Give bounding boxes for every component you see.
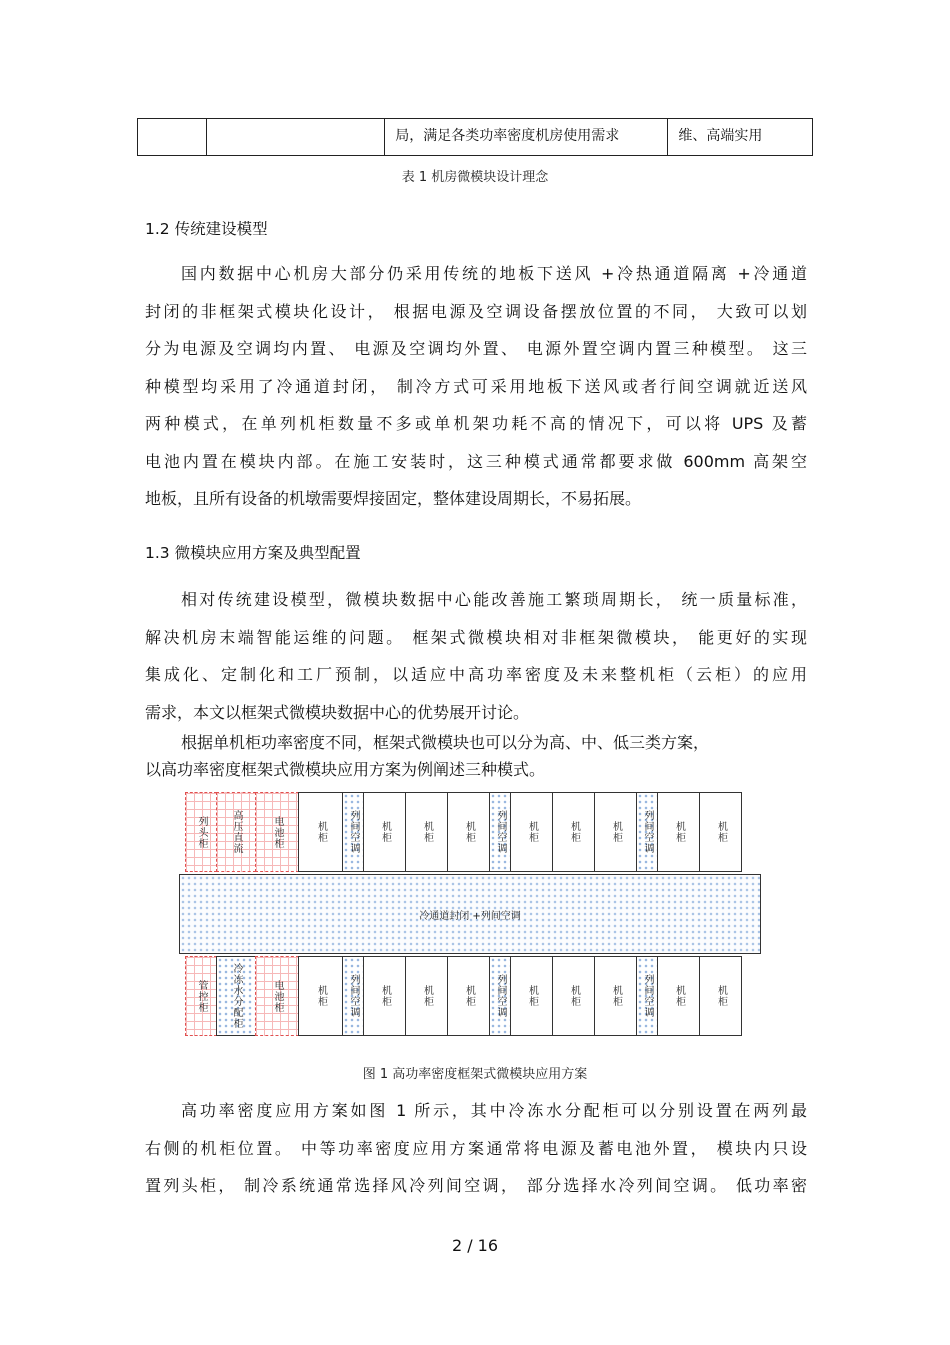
- text-line: 种模型均采用了冷通道封闭， 制冷方式可采用地板下送风或者行间空调就近送风: [145, 376, 807, 396]
- cabinet: [185, 792, 217, 872]
- cabinet-label: 冷冻水分配柜: [231, 963, 242, 1029]
- cabinet: [405, 956, 448, 1036]
- cabinet-label: 管控柜: [196, 979, 207, 1013]
- cabinet: [510, 792, 553, 872]
- cabinet-label: 机柜: [715, 985, 727, 1007]
- cabinet: [342, 792, 364, 872]
- cabinet: [216, 956, 256, 1036]
- cabinet-label: 列间空调: [642, 810, 653, 854]
- text-line: 高功率密度应用方案如图 1 所示，其中冷冻水分配柜可以分别设置在两列最: [181, 1101, 807, 1120]
- cabinet: [699, 956, 742, 1036]
- table-cell: 局，满足各类功率密度机房使用需求: [385, 119, 668, 155]
- table-cell: [138, 119, 207, 155]
- cabinet-label: 列间空调: [495, 810, 506, 854]
- cabinet-label: 机柜: [463, 985, 475, 1007]
- cabinet-label: 机柜: [379, 985, 391, 1007]
- cabinet: [489, 792, 511, 872]
- text-line: 以高功率密度框架式微模块应用方案为例阐述三种模式。: [145, 760, 546, 779]
- text-line: 置列头柜， 制冷系统通常选择风冷列间空调， 部分选择水冷列间空调。 低功率密: [145, 1176, 807, 1195]
- text-line: 需求，本文以框架式微模块数据中心的优势展开讨论。: [145, 702, 530, 722]
- cabinet-label: 高压直流: [231, 810, 242, 854]
- cabinet-label: 机柜: [526, 985, 538, 1007]
- table-cell: [207, 119, 385, 155]
- cabinet-label: 机柜: [568, 985, 580, 1007]
- cabinet-label: 机柜: [715, 821, 727, 843]
- text-line: 地板，且所有设备的机墩需要焊接固定，整体建设周期长，不易拓展。: [145, 489, 642, 508]
- cabinet: [489, 956, 511, 1036]
- cabinet: [594, 956, 637, 1036]
- paragraph-1-3-b: [145, 729, 807, 783]
- cabinet-label: 机柜: [673, 821, 685, 843]
- section-heading-1-3: 1.3 微模块应用方案及典型配置: [145, 544, 361, 562]
- cabinet-label: 机柜: [315, 821, 327, 843]
- cabinet: [298, 956, 343, 1036]
- text-line: 电池内置在模块内部。在施工安装时，这三种模式通常都要求做 600mm 高架空: [145, 451, 807, 471]
- cabinet-label: 机柜: [610, 821, 622, 843]
- text-line: 右侧的机柜位置。 中等功率密度应用方案通常将电源及蓄电池外置， 模块内只设: [145, 1138, 807, 1158]
- cabinet: [216, 792, 256, 872]
- text-line: 解决机房末端智能运维的问题。 框架式微模块相对非框架微模块， 能更好的实现: [145, 627, 807, 647]
- cabinet-label: 机柜: [673, 985, 685, 1007]
- section-heading-1-2: 1.2 传统建设模型: [145, 220, 268, 238]
- cabinet-row-bottom: [185, 956, 755, 1036]
- paragraph-1-2: [145, 255, 807, 518]
- text-line: 相对传统建设模型，微模块数据中心能改善施工繁琐周期长， 统一质量标准，: [181, 590, 807, 609]
- cabinet: [636, 956, 658, 1036]
- cabinet-label: 列间空调: [495, 974, 506, 1018]
- text-line: 两种模式，在单列机柜数量不多或单机架功耗不高的情况下，可以将 UPS 及蓄: [145, 414, 807, 433]
- cabinet: [298, 792, 343, 872]
- text-line: 集成化、定制化和工厂预制，以适应中高功率密度及未来整机柜（云柜）的应用: [145, 665, 807, 684]
- cabinet: [552, 956, 595, 1036]
- cabinet: [594, 792, 637, 872]
- cabinet-label: 机柜: [421, 821, 433, 843]
- text-line: 国内数据中心机房大部分仍采用传统的地板下送风 +冷热通道隔离 +冷通道: [181, 264, 807, 283]
- cabinet: [342, 956, 364, 1036]
- cabinet: [185, 956, 217, 1036]
- cabinet: [255, 792, 299, 872]
- cabinet: [255, 956, 299, 1036]
- design-concept-table-fragment: [137, 118, 813, 156]
- cabinet-label: 机柜: [315, 985, 327, 1007]
- cabinet: [657, 956, 700, 1036]
- cabinet-label: 列间空调: [348, 810, 359, 854]
- paragraph-1-3-a: [145, 581, 807, 731]
- cabinet: [510, 956, 553, 1036]
- cabinet-row-top: [185, 792, 755, 872]
- corridor-label: 冷通道封闭 +列间空调: [419, 910, 521, 922]
- cabinet-label: 机柜: [568, 821, 580, 843]
- cabinet-label: 机柜: [379, 821, 391, 843]
- cabinet-label: 机柜: [421, 985, 433, 1007]
- cabinet: [363, 956, 406, 1036]
- page-number: 2 / 16: [451, 1236, 499, 1255]
- cabinet-label: 机柜: [463, 821, 475, 843]
- text-line: 封闭的非框架式模块化设计， 根据电源及空调设备摆放位置的不同， 大致可以划: [145, 301, 807, 321]
- cabinet-label: 列头柜: [196, 815, 207, 849]
- cabinet: [447, 956, 490, 1036]
- figure-caption: 图 1 高功率密度框架式微模块应用方案: [362, 1067, 588, 1082]
- cabinet-label: 电池柜: [272, 815, 283, 849]
- cabinet-label: 列间空调: [642, 974, 653, 1018]
- cabinet-label: 机柜: [526, 821, 538, 843]
- cabinet: [636, 792, 658, 872]
- cabinet: [405, 792, 448, 872]
- cabinet: [552, 792, 595, 872]
- cabinet-label: 列间空调: [348, 974, 359, 1018]
- cabinet: [657, 792, 700, 872]
- table-cell: 维、高端实用: [678, 128, 763, 144]
- text-line: 根据单机柜功率密度不同，框架式微模块也可以分为高、中、低三类方案，: [181, 733, 710, 752]
- cabinet: [699, 792, 742, 872]
- cabinet: [447, 792, 490, 872]
- cabinet-label: 机柜: [610, 985, 622, 1007]
- micro-module-layout-figure: [185, 792, 755, 1037]
- cabinet: [363, 792, 406, 872]
- cold-aisle-corridor: [179, 874, 761, 954]
- table-caption: 表 1 机房微模块设计理念: [401, 170, 549, 185]
- paragraph-closing: [145, 1092, 807, 1205]
- cabinet-label: 电池柜: [272, 979, 283, 1013]
- text-line: 分为电源及空调均内置、 电源及空调均外置、 电源外置空调内置三种模型。 这三: [145, 339, 807, 358]
